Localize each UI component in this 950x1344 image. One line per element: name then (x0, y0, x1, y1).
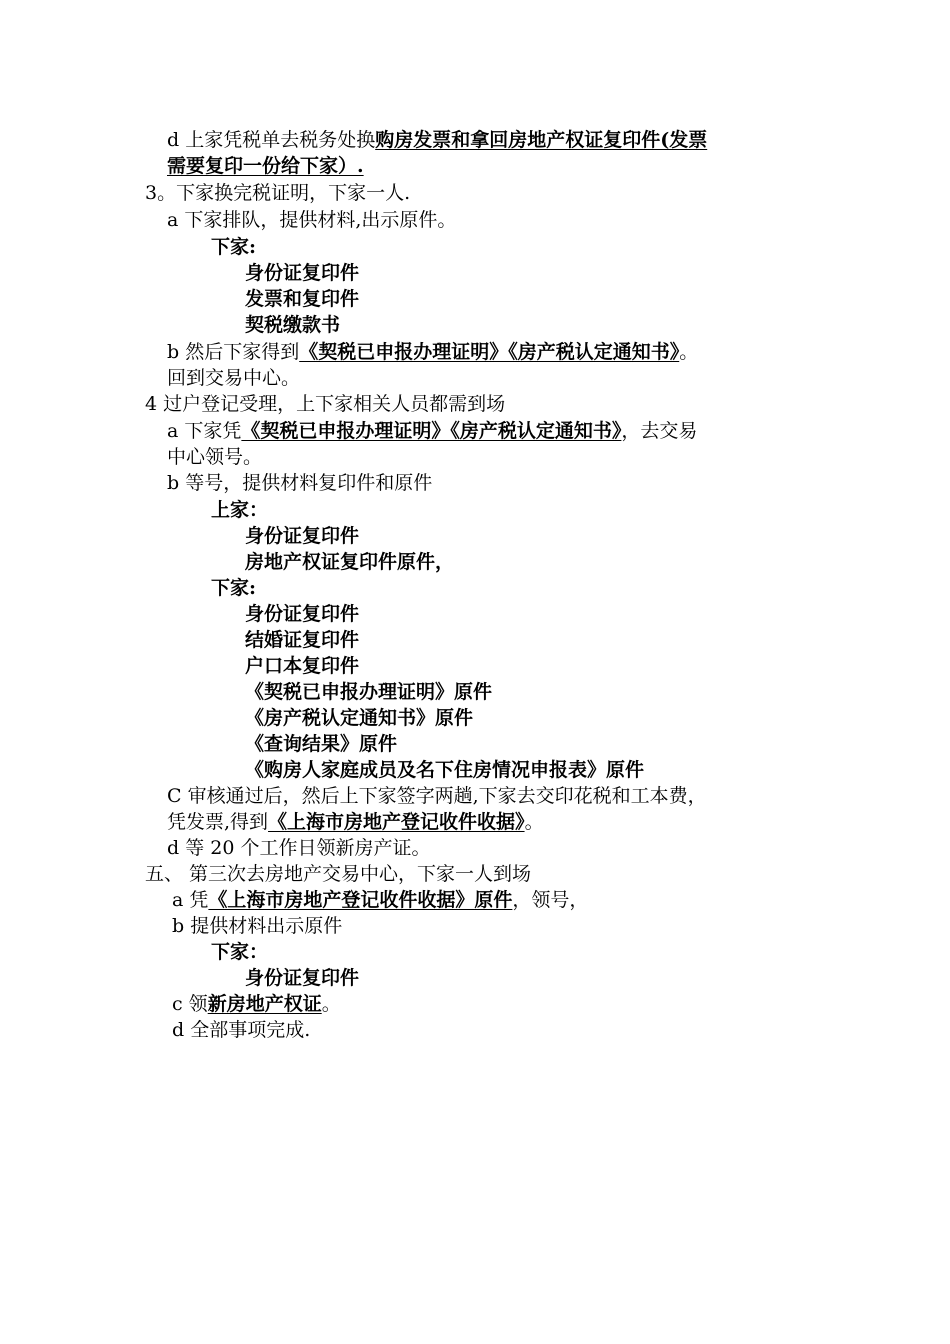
step5-c-prefix: c 领 (172, 993, 208, 1015)
step4-c: C 审核通过后，然后上下家签字两趟,下家去交印花税和工本费， (167, 785, 707, 807)
step4-buyer-item: 身份证复印件 (245, 603, 360, 625)
step3-buyer-label: 下家: (211, 236, 257, 258)
step3-heading: 3。下家换完税证明，下家一人. (145, 182, 411, 204)
step3-buyer-item: 身份证复印件 (245, 262, 360, 284)
step4-a-prefix: a 下家凭 (167, 420, 242, 442)
step4-buyer-item: 户口本复印件 (245, 655, 360, 677)
step3-a: a 下家排队，提供材料,出示原件。 (167, 209, 457, 231)
step5-c-line (172, 991, 341, 1017)
step3-d-prefix: d 上家凭税单去税务处换 (167, 129, 376, 151)
step3-b-suffix: 。 (679, 341, 699, 363)
step5-heading: 五、 第三次去房地产交易中心，下家一人到场 (145, 863, 532, 885)
step4-a-line (167, 418, 697, 444)
step5-a-suffix: ，领号， (512, 889, 589, 911)
step3-b-docs: 《契税已申报办理证明》《房产税认定通知书》 (299, 341, 680, 363)
step3-b-continuation: 回到交易中心。 (167, 367, 301, 389)
step4-heading: 4 过户登记受理，上下家相关人员都需到场 (145, 393, 506, 415)
step4-a-docs: 《契税已申报办理证明》《房产税认定通知书》 (241, 420, 622, 442)
step4-buyer-label: 下家: (211, 577, 257, 599)
step4-c-doc: 《上海市房地产登记收件收据》 (268, 811, 525, 833)
step3-b-prefix: b 然后下家得到 (167, 341, 300, 363)
step4-c-suffix: 。 (524, 811, 544, 833)
step4-buyer-item: 《契税已申报办理证明》原件 (245, 681, 493, 703)
step5-a-prefix: a 凭 (172, 889, 209, 911)
step5-a-doc: 《上海市房地产登记收件收据》原件 (208, 889, 513, 911)
step5-a-line (172, 887, 588, 913)
step3-buyer-item: 发票和复印件 (245, 288, 360, 310)
step4-buyer-item: 《购房人家庭成员及名下住房情况申报表》原件 (245, 759, 645, 781)
step5-c-suffix: 。 (321, 993, 341, 1015)
step4-a-suffix: ，去交易 (621, 420, 698, 442)
step3-d-emphasis: 购房发票和拿回房地产权证复印件(发票 (375, 129, 708, 151)
step5-buyer-item: 身份证复印件 (245, 967, 360, 989)
step4-buyer-item: 《房产税认定通知书》原件 (245, 707, 474, 729)
step5-d: d 全部事项完成. (172, 1019, 311, 1041)
step4-a-continuation: 中心领号。 (167, 446, 263, 468)
step4-buyer-item: 《查询结果》原件 (245, 733, 398, 755)
step4-c-line (167, 809, 544, 835)
step4-d: d 等 20 个工作日领新房产证。 (167, 837, 431, 859)
step4-seller-item: 身份证复印件 (245, 525, 360, 547)
step4-seller-item: 房地产权证复印件原件， (245, 551, 455, 573)
step4-buyer-item: 结婚证复印件 (245, 629, 360, 651)
step5-b: b 提供材料出示原件 (172, 915, 343, 937)
step4-seller-label: 上家： (211, 499, 269, 521)
step3-d-continuation: 需要复印一份给下家）. (167, 155, 364, 177)
step3-buyer-item: 契税缴款书 (245, 314, 341, 336)
step3-b-line (167, 339, 698, 365)
step5-buyer-label: 下家： (211, 941, 269, 963)
step4-c-prefix: 凭发票,得到 (167, 811, 269, 833)
step3-d-line (167, 127, 707, 153)
step5-c-doc: 新房地产权证 (207, 993, 322, 1015)
step4-b: b 等号，提供材料复印件和原件 (167, 472, 433, 494)
